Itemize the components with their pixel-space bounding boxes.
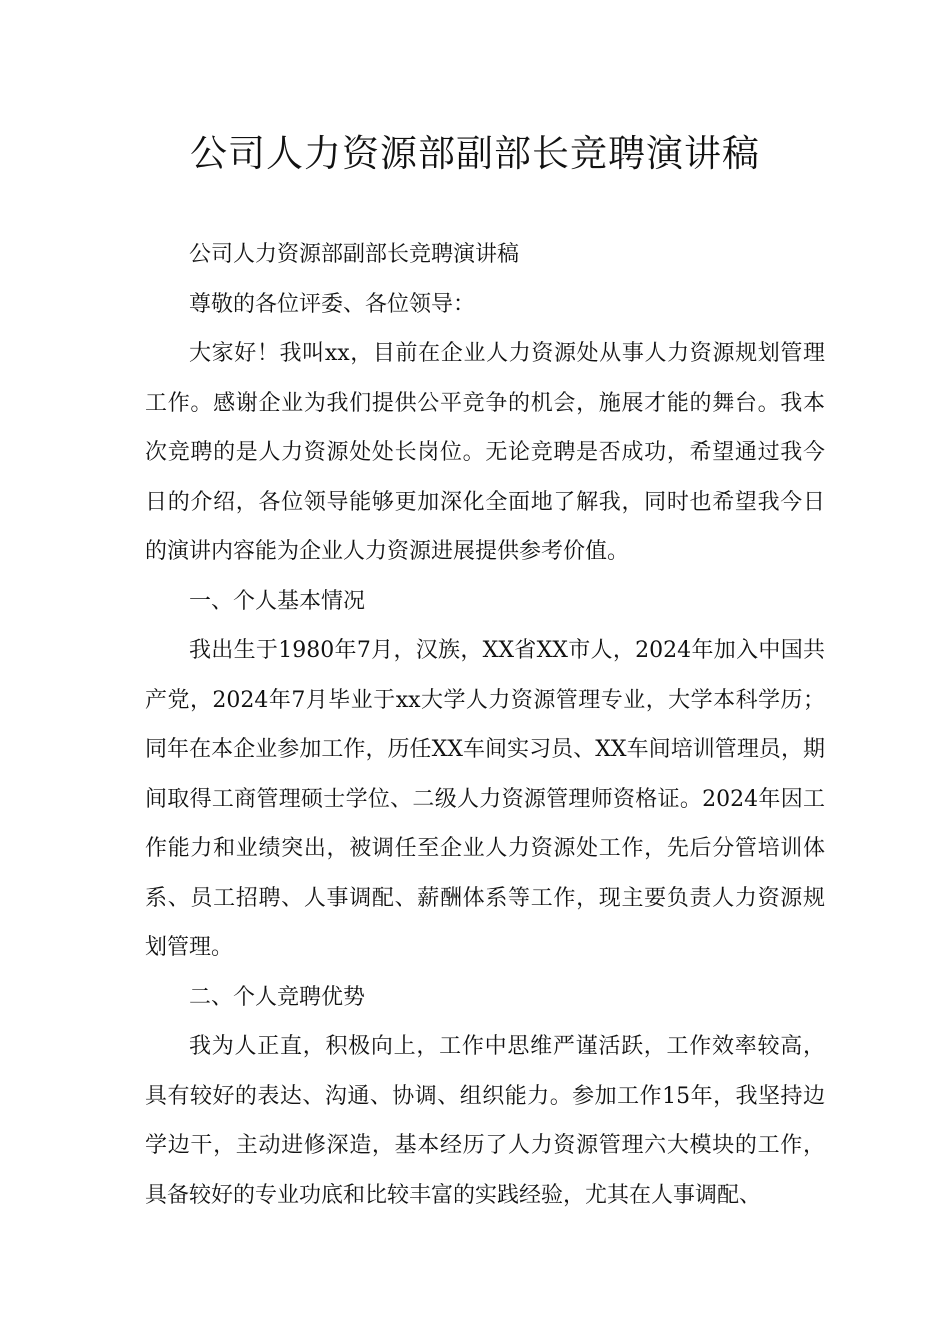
section-heading-advantages: 二、个人竞聘优势 (189, 984, 366, 1010)
document-title: 公司人力资源部副部长竞聘演讲稿 (190, 132, 760, 175)
body-paragraph-salutation: 尊敬的各位评委、各位领导： (189, 291, 476, 317)
body-paragraph-subtitle: 公司人力资源部副部长竞聘演讲稿 (189, 242, 520, 267)
document-body (145, 230, 825, 1220)
body-paragraph-basic-info: 我出生于1980年7月，汉族，XX省XX市人，2024年加入中国共产党，2024年7月毕业于xx大学人力资源管理专业，大学本科学历；同年在本企业参加工作，历任XX车间实习员、XX车间培训管理员，期间取得工商管理硕士学位、二级人力资源管理师资格证。2024年因工作能力和业绩突出，被调任至企业人力资源处工作，先后分管培训体系、员工招聘、人事调配、薪酬体系等工作，现主要负责人力资源规划管理。 (145, 638, 825, 960)
section-heading-basic-info: 一、个人基本情况 (189, 588, 366, 614)
body-paragraph-advantages: 我为人正直，积极向上，工作中思维严谨活跃，工作效率较高，具有较好的表达、沟通、协调、组织能力。参加工作15年，我坚持边学边干，主动进修深造，基本经历了人力资源管理六大模块的工作，具备较好的专业功底和比较丰富的实践经验，尤其在人事调配、 (145, 1034, 825, 1208)
body-paragraph-introduction: 大家好！我叫xx，目前在企业人力资源处从事人力资源规划管理工作。感谢企业为我们提供公平竞争的机会，施展才能的舞台。我本次竞聘的是人力资源处处长岗位。无论竞聘是否成功，希望通过我今日的介绍，各位领导能够更加深化全面地了解我，同时也希望我今日的演讲内容能为企业人力资源进展提供参考价值。 (145, 341, 825, 564)
